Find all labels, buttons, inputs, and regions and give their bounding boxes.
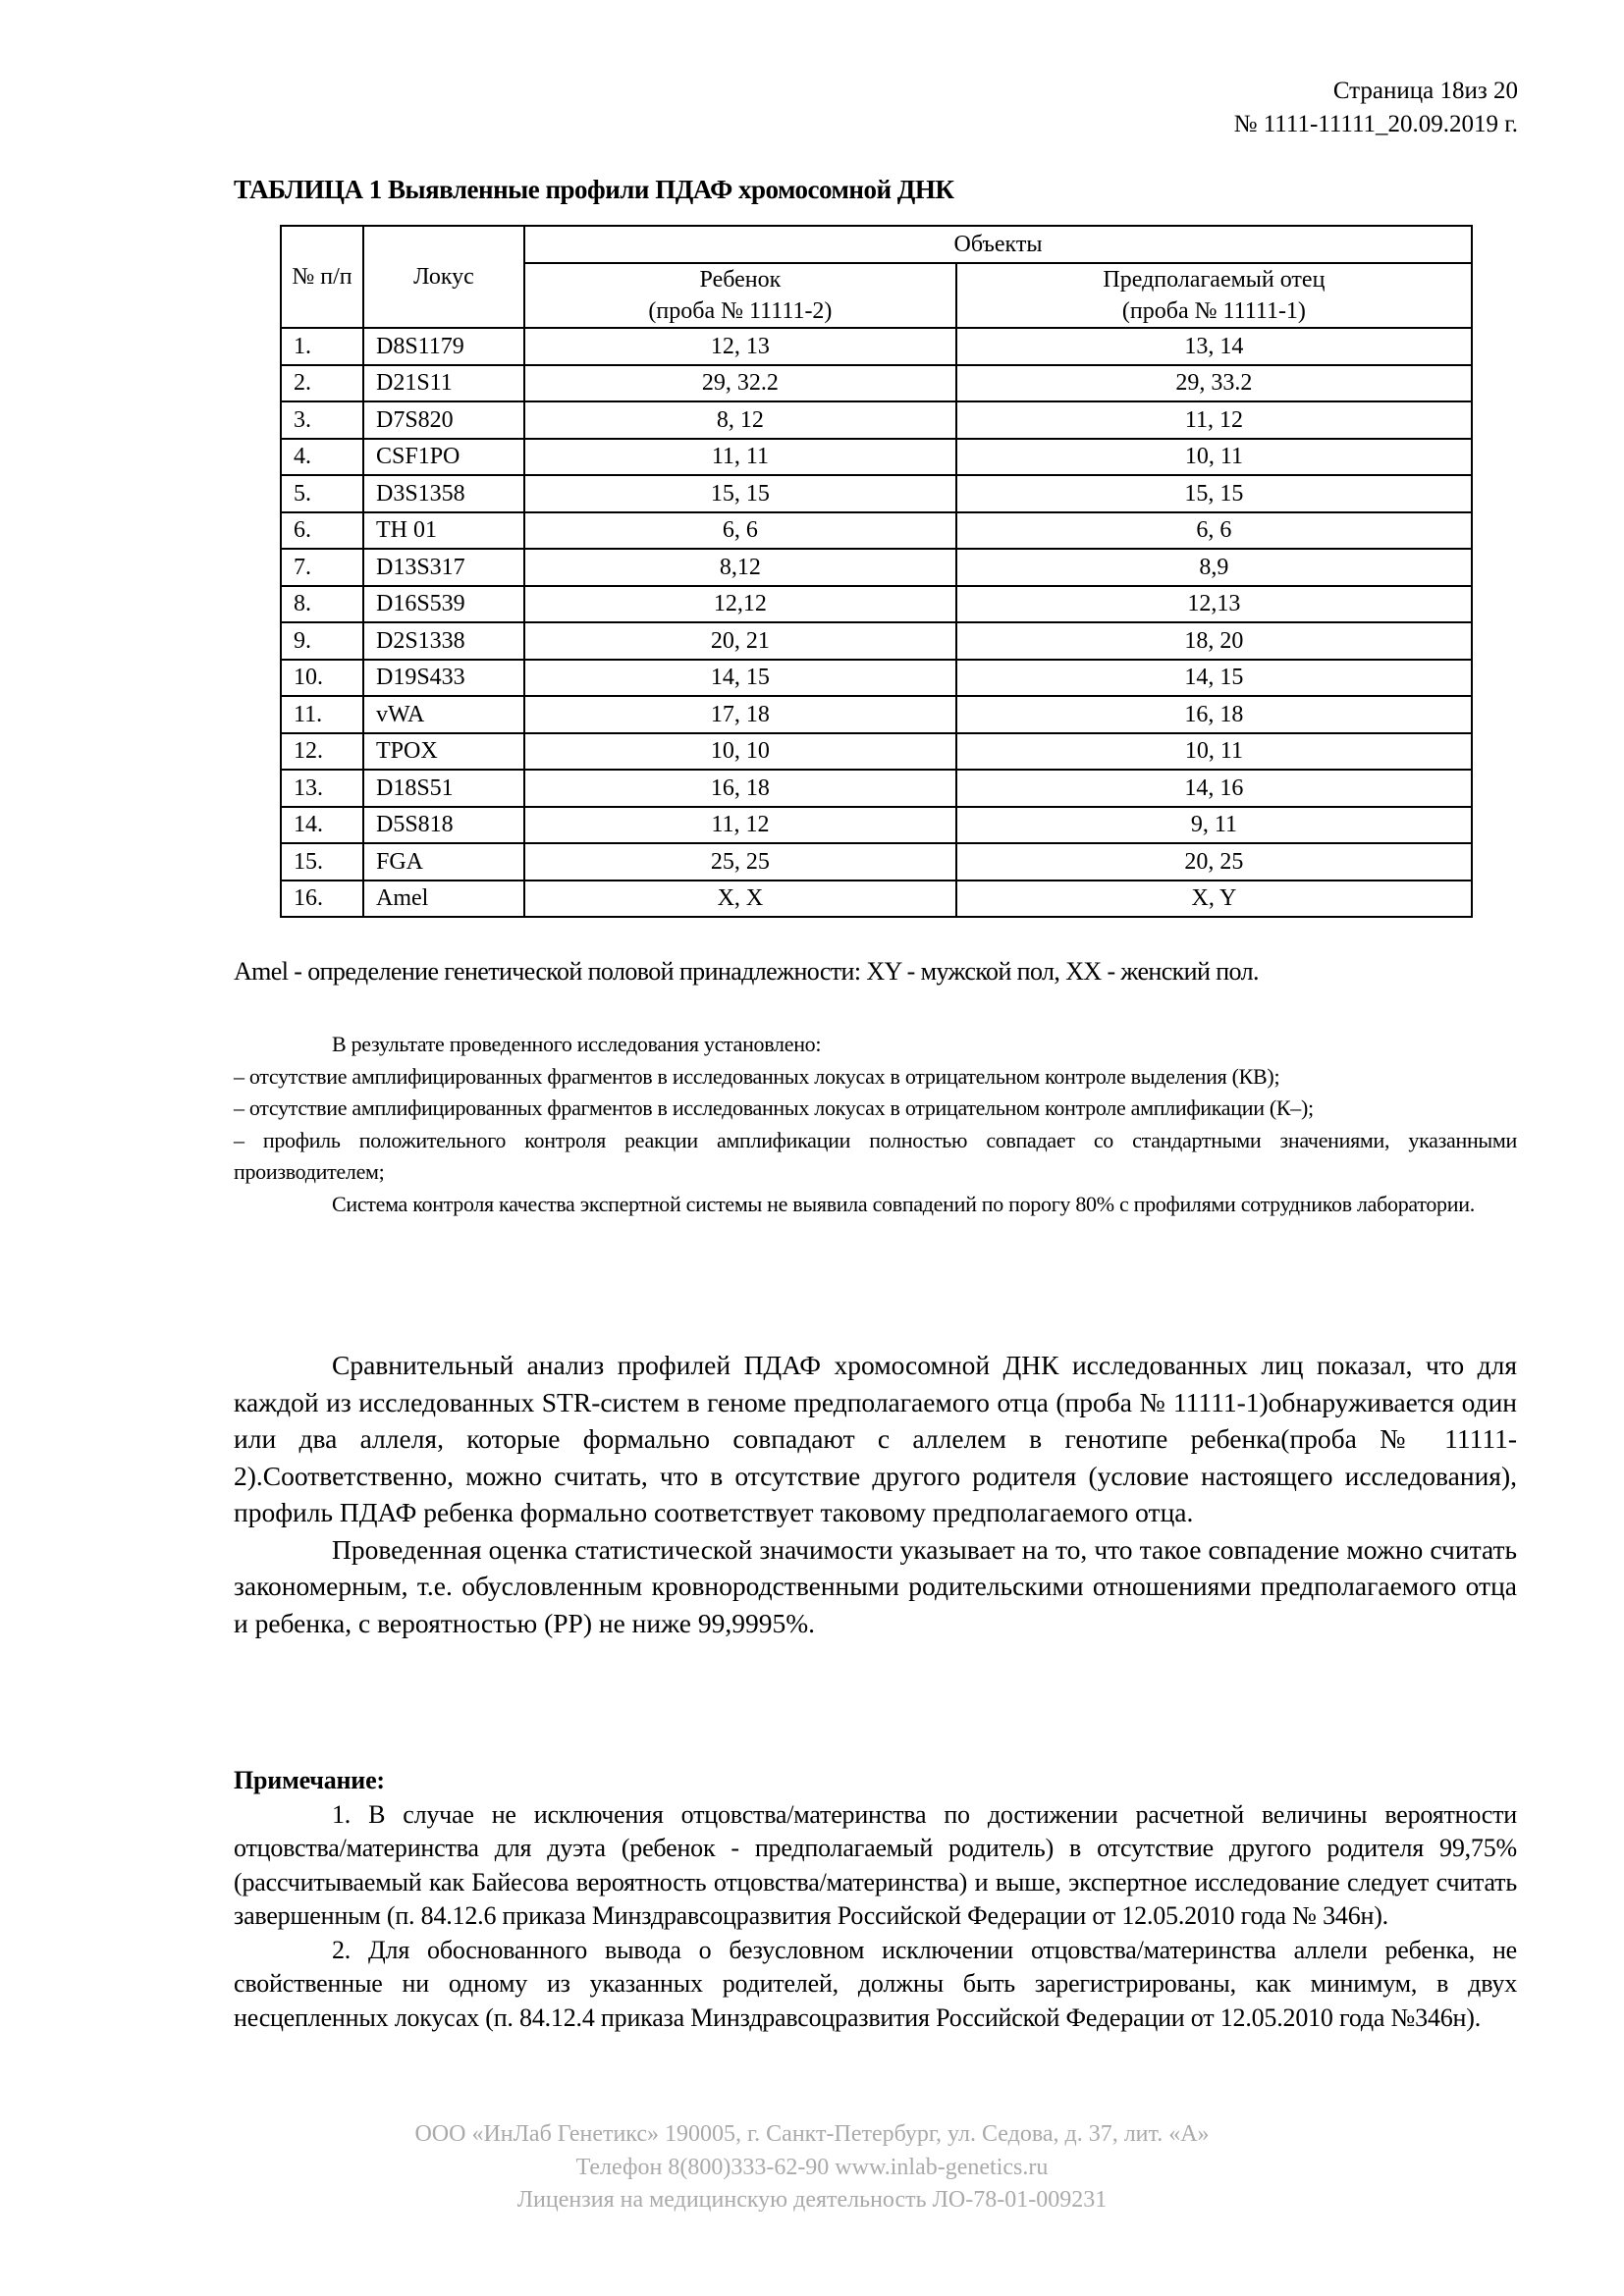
conclusion-paragraph: Сравнительный анализ профилей ПДАФ хромосомной ДНК исследованных лиц показал, что для каждой из исследованных STR-систем в геноме предполагаемого отца (проба № 11111-1)обнаруживается один или два аллеля, которые формально совпадают с аллелем в генотипе ребенка(проба № 11111-2).Соответственно, можно считать, что в отсутствие другого родителя (условие настоящего исследования), профиль ПДАФ ребенка формально соответствует таковому предполагаемого отца. (234, 1350, 1517, 1527)
father-alleles-cell: 20, 25 (956, 843, 1472, 881)
table-row (281, 512, 1472, 550)
child-alleles-cell: 12,12 (524, 586, 956, 623)
row-number: 16. (281, 881, 363, 918)
table-title: ТАБЛИЦА 1 Выявленные профили ПДАФ хромосомной ДНК (234, 175, 954, 204)
row-number: 10. (281, 660, 363, 697)
father-alleles-cell: 18, 20 (956, 622, 1472, 660)
father-alleles-cell: 16, 18 (956, 696, 1472, 733)
row-number: 7. (281, 549, 363, 586)
father-alleles-cell: 14, 16 (956, 770, 1472, 807)
father-alleles-cell: 14, 15 (956, 660, 1472, 697)
note-item: 2. Для обоснованного вывода о безусловном исключении отцовства/материнства аллели ребенка, не свойственные ни одному из указанных родителей, должны быть зарегистрированы, как минимум, в двух несцепленных локусах (п. 84.12.4 приказа Минздравсоцразвития Российской Федерации от 12.05.2010 года №346н). (234, 1935, 1517, 2032)
page-header (1234, 75, 1518, 141)
child-alleles-cell: 16, 18 (524, 770, 956, 807)
footer-license: Лицензия на медицинскую деятельность ЛО-78-01-009231 (516, 2187, 1108, 2213)
result-item: – профиль положительного контроля реакции амплификации полностью совпадает со стандартными значениями, указанными производителем; (234, 1127, 1517, 1184)
col-header-child: Ребенок (проба № 11111-2) (524, 263, 956, 328)
row-number: 13. (281, 770, 363, 807)
col-header-locus: Локус (363, 226, 524, 328)
table-row (281, 660, 1472, 697)
locus-cell: D18S51 (363, 770, 524, 807)
father-alleles-cell: 15, 15 (956, 475, 1472, 512)
child-alleles-cell: 10, 10 (524, 733, 956, 771)
result-item: – отсутствие амплифицированных фрагментов в исследованных локусах в отрицательном контроле выделения (КВ); (234, 1063, 1280, 1089)
father-alleles-cell: 12,13 (956, 586, 1472, 623)
locus-cell: D7S820 (363, 401, 524, 439)
child-alleles-cell: X, X (524, 881, 956, 918)
locus-cell: TPOX (363, 733, 524, 771)
row-number: 3. (281, 401, 363, 439)
row-number: 8. (281, 586, 363, 623)
father-alleles-cell: 6, 6 (956, 512, 1472, 550)
table-row (281, 439, 1472, 476)
amel-note: Amel - определение генетической половой принадлежности: XY - мужской пол, XX - женский пол. (234, 957, 1259, 986)
table-row (281, 770, 1472, 807)
row-number: 4. (281, 439, 363, 476)
father-alleles-cell: 29, 33.2 (956, 365, 1472, 402)
father-alleles-cell: X, Y (956, 881, 1472, 918)
conclusion-paragraph: Проведенная оценка статистической значимости указывает на то, что такое совпадение можно считать закономерным, т.е. обусловленным кровнородственными родительскими отношениями предполагаемого отца и ребенка, с вероятностью (PP) не ниже 99,9995%. (234, 1533, 1517, 1638)
table-row (281, 328, 1472, 365)
results-intro: В результате проведенного исследования установлено: (332, 1032, 822, 1056)
col-header-father: Предполагаемый отец (проба № 11111-1) (956, 263, 1472, 328)
child-alleles-cell: 11, 12 (524, 807, 956, 844)
locus-cell: TH 01 (363, 512, 524, 550)
child-alleles-cell: 15, 15 (524, 475, 956, 512)
page-number: Страница 18из 20 (1332, 78, 1518, 104)
results-section (234, 1029, 1517, 1220)
page-footer (0, 2118, 1624, 2217)
quality-control-text: Система контроля качества экспертной системы не выявила совпадений по порогу 80% с профилями сотрудников лаборатории. (332, 1191, 1475, 1216)
father-alleles-cell: 11, 12 (956, 401, 1472, 439)
row-number: 1. (281, 328, 363, 365)
row-number: 15. (281, 843, 363, 881)
child-alleles-cell: 25, 25 (524, 843, 956, 881)
notes-section (234, 1764, 1517, 2035)
father-alleles-cell: 13, 14 (956, 328, 1472, 365)
child-alleles-cell: 29, 32.2 (524, 365, 956, 402)
table-row (281, 843, 1472, 881)
table-row (281, 696, 1472, 733)
table-row (281, 549, 1472, 586)
row-number: 11. (281, 696, 363, 733)
child-alleles-cell: 12, 13 (524, 328, 956, 365)
locus-cell: D2S1338 (363, 622, 524, 660)
table-row (281, 401, 1472, 439)
child-alleles-cell: 14, 15 (524, 660, 956, 697)
row-number: 12. (281, 733, 363, 771)
footer-contacts: Телефон 8(800)333-62-90 www.inlab-genetics.ru (575, 2154, 1049, 2180)
locus-cell: D21S11 (363, 365, 524, 402)
father-alleles-cell: 10, 11 (956, 439, 1472, 476)
table-row (281, 365, 1472, 402)
father-alleles-cell: 10, 11 (956, 733, 1472, 771)
row-number: 9. (281, 622, 363, 660)
locus-cell: vWA (363, 696, 524, 733)
father-alleles-cell: 8,9 (956, 549, 1472, 586)
locus-cell: Amel (363, 881, 524, 918)
row-number: 2. (281, 365, 363, 402)
result-item: – отсутствие амплифицированных фрагментов в исследованных локусах в отрицательном контроле амплификации (К–); (234, 1095, 1314, 1120)
note-item: 1. В случае не исключения отцовства/материнства по достижении расчетной величины вероятности отцовства/материнства для дуэта (ребенок - предполагаемый родитель) в отсутствие другого родителя 99,75% (рассчитываемый как Байесова вероятность отцовства/материнства) и выше, экспертное исследование следует считать завершенным (п. 84.12.6 приказа Минздравсоцразвития Российской Федерации от 12.05.2010 года № 346н). (234, 1799, 1517, 1930)
father-alleles-cell: 9, 11 (956, 807, 1472, 844)
document-number: № 1111-11111_20.09.2019 г. (1233, 111, 1518, 137)
col-header-number: № п/п (281, 226, 363, 328)
col-header-objects: Объекты (524, 226, 1472, 263)
locus-cell: D16S539 (363, 586, 524, 623)
row-number: 5. (281, 475, 363, 512)
row-number: 14. (281, 807, 363, 844)
table-row (281, 807, 1472, 844)
locus-cell: D5S818 (363, 807, 524, 844)
child-alleles-cell: 8,12 (524, 549, 956, 586)
table-row (281, 881, 1472, 918)
locus-cell: D13S317 (363, 549, 524, 586)
locus-cell: FGA (363, 843, 524, 881)
footer-address: ООО «ИнЛаб Генетикс» 190005, г. Санкт-Петербург, ул. Седова, д. 37, лит. «А» (414, 2121, 1210, 2147)
child-alleles-cell: 6, 6 (524, 512, 956, 550)
table-row (281, 622, 1472, 660)
child-alleles-cell: 11, 11 (524, 439, 956, 476)
table-row (281, 733, 1472, 771)
child-alleles-cell: 17, 18 (524, 696, 956, 733)
conclusion-section (234, 1347, 1517, 1641)
table-row (281, 475, 1472, 512)
locus-cell: D3S1358 (363, 475, 524, 512)
child-alleles-cell: 20, 21 (524, 622, 956, 660)
dna-profile-table (280, 225, 1473, 918)
locus-cell: CSF1PO (363, 439, 524, 476)
notes-heading: Примечание: (234, 1766, 385, 1794)
locus-cell: D8S1179 (363, 328, 524, 365)
row-number: 6. (281, 512, 363, 550)
locus-cell: D19S433 (363, 660, 524, 697)
child-alleles-cell: 8, 12 (524, 401, 956, 439)
table-row (281, 586, 1472, 623)
